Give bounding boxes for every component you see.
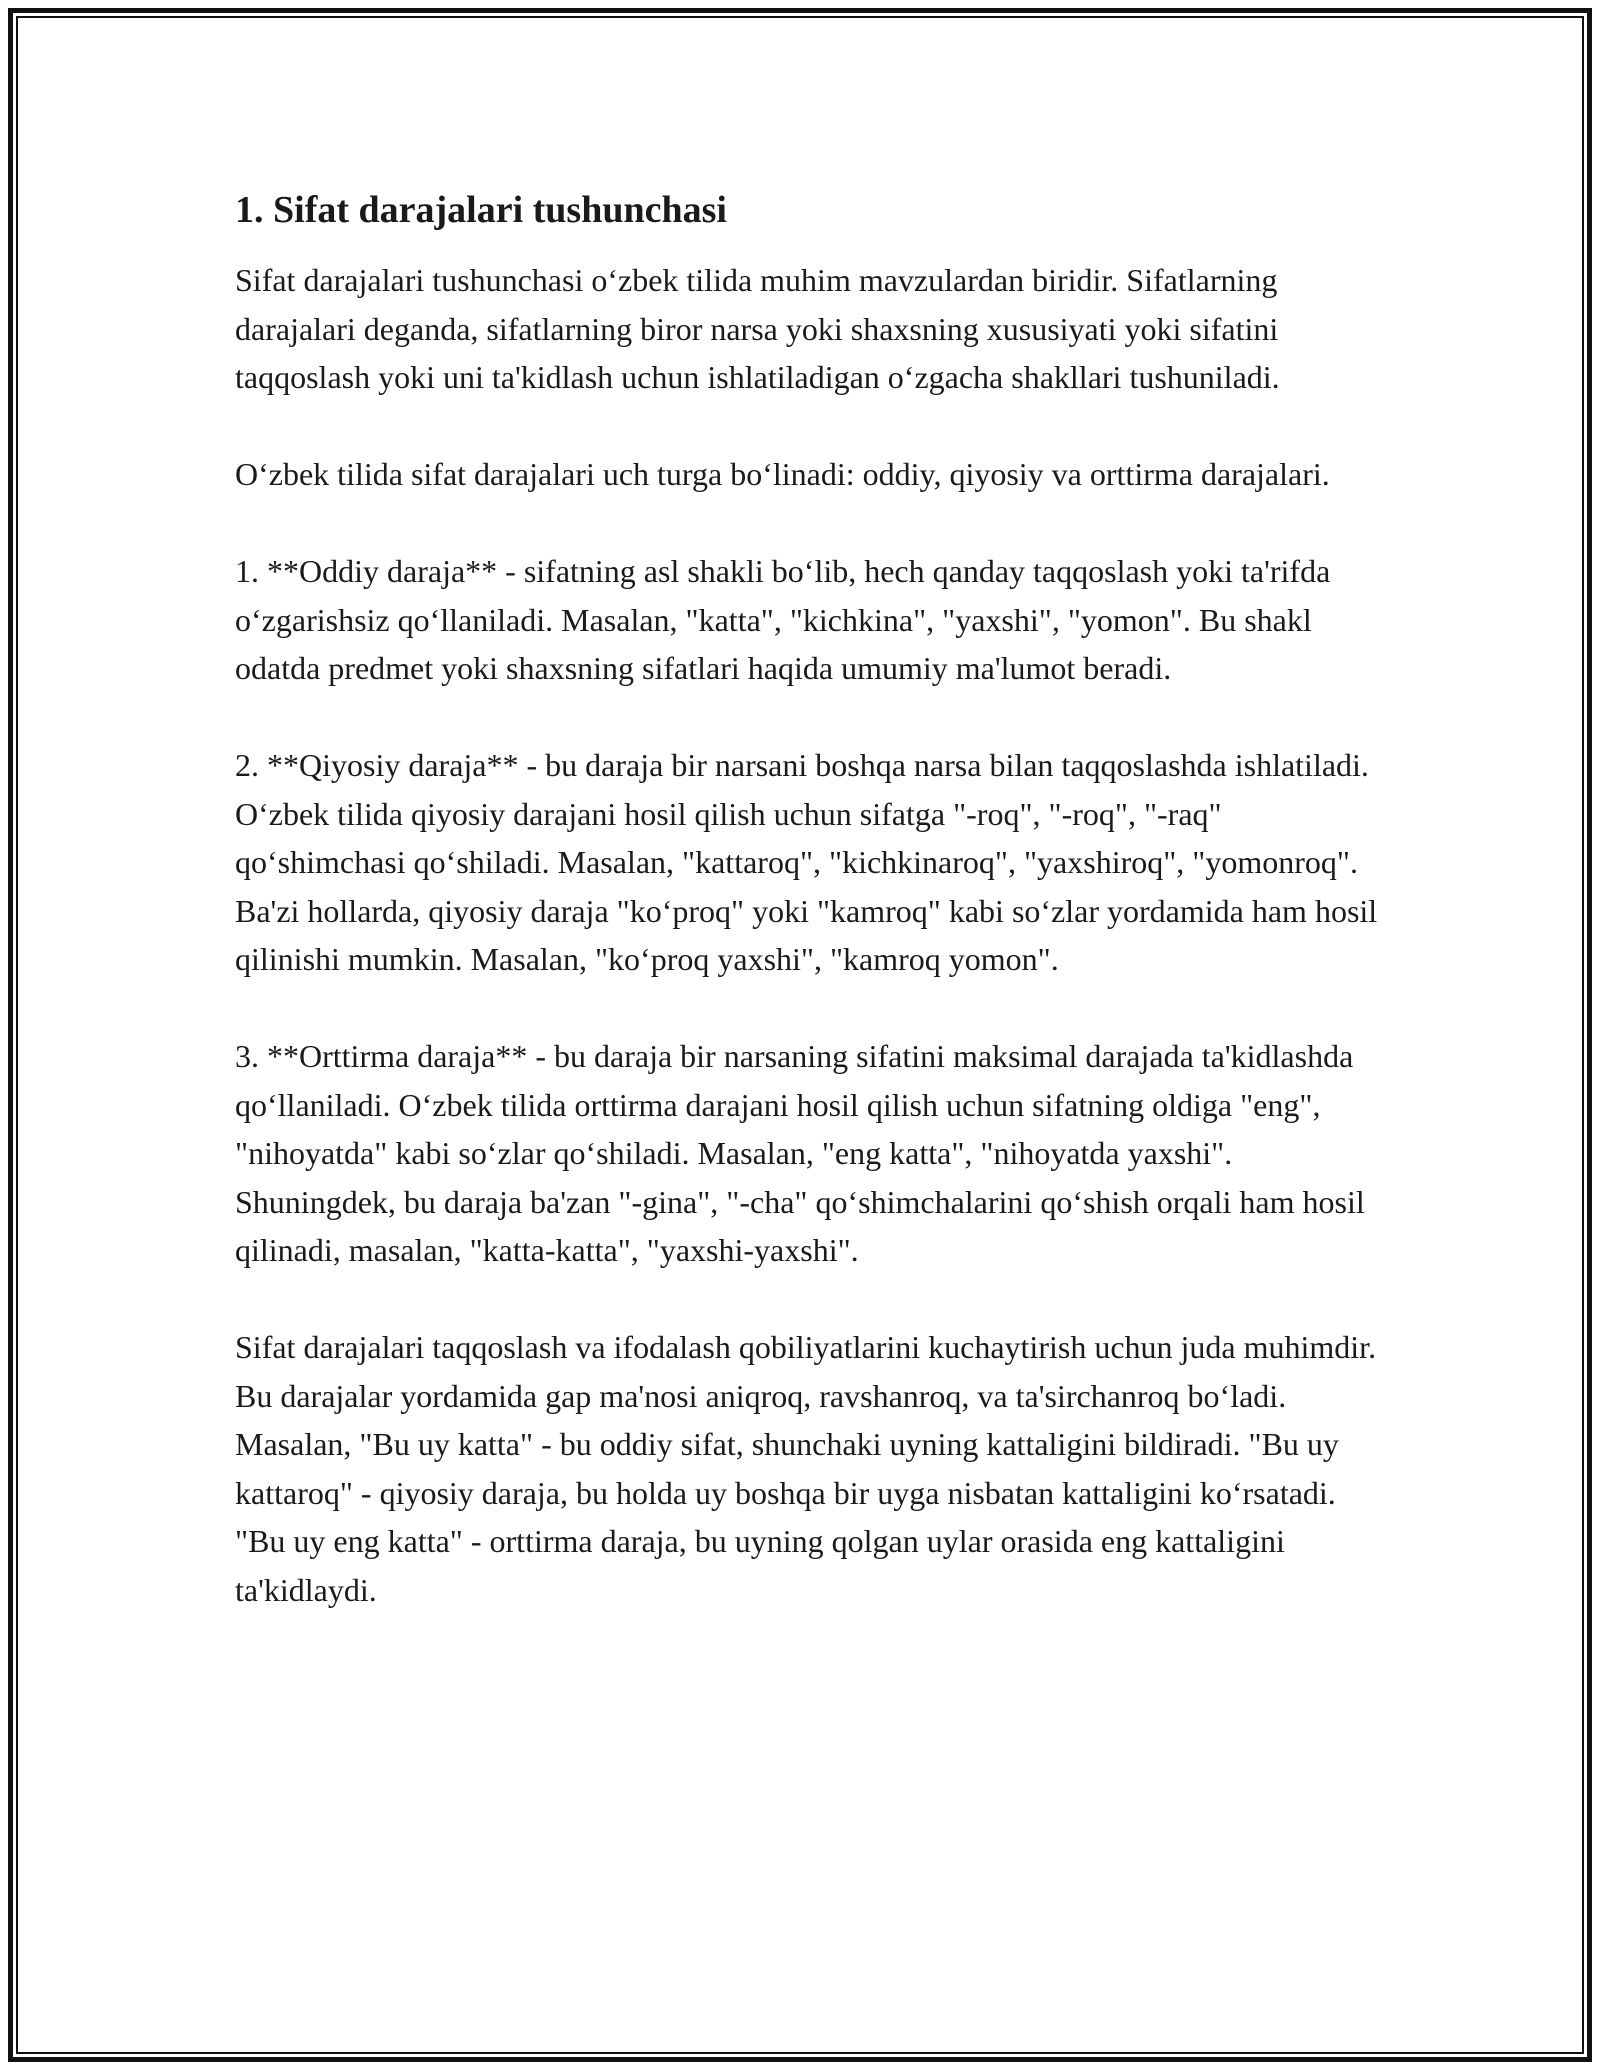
paragraph-oddiy-daraja: 1. **Oddiy daraja** - sifatning asl shakli bo‘lib, hech qanday taqqoslash yoki ta'rifda o‘zgarishsiz qo‘llaniladi. Masalan, "katta", "kichkina", "yaxshi", "yomon". Bu shakl odatda predmet yoki shaxsning sifatlari haqida umumiy ma'lumot beradi. (235, 553, 1331, 686)
paragraph-intro: Sifat darajalari tushunchasi o‘zbek tilida muhim mavzulardan biridir. Sifatlarning darajalari deganda, sifatlarning biror narsa yoki shaxsning xususiyati yoki sifatini taqqoslash yoki uni ta'kidlash uchun ishlatiladigan o‘zgacha shakllari tushuniladi. (235, 262, 1280, 395)
paragraph-conclusion: Sifat darajalari taqqoslash va ifodalash qobiliyatlarini kuchaytirish uchun juda muhimdir. Bu darajalar yordamida gap ma'nosi aniqroq, ravshanroq, va ta'sirchanroq bo‘ladi. Masalan, "Bu uy katta" - bu oddiy sifat, shunchaki uyning kattaligini bildiradi. "Bu uy kattaroq" - qiyosiy daraja, bu holda uy boshqa bir uyga nisbatan kattaligini ko‘rsatadi. "Bu uy eng katta" - orttirma daraja, bu uyning qolgan uylar orasida eng kattaligini ta'kidlaydi. (235, 1329, 1377, 1608)
paragraph-types: O‘zbek tilida sifat darajalari uch turga bo‘linadi: oddiy, qiyosiy va orttirma darajalari. (235, 456, 1330, 492)
document-body (235, 186, 1385, 1614)
section-title: 1. Sifat darajalari tushunchasi (235, 189, 727, 231)
paragraph-qiyosiy-daraja: 2. **Qiyosiy daraja** - bu daraja bir narsani boshqa narsa bilan taqqoslashda ishlatiladi. O‘zbek tilida qiyosiy darajani hosil qilish uchun sifatga "-roq", "-roq", "-raq" qo‘shimchasi qo‘shiladi. Masalan, "kattaroq", "kichkinaroq", "yaxshiroq", "yomonroq". Ba'zi hollarda, qiyosiy daraja "ko‘proq" yoki "kamroq" kabi so‘zlar yordamida ham hosil qilinishi mumkin. Masalan, "ko‘proq yaxshi", "kamroq yomon". (235, 747, 1378, 977)
paragraph-orttirma-daraja: 3. **Orttirma daraja** - bu daraja bir narsaning sifatini maksimal darajada ta'kidlashda qo‘llaniladi. O‘zbek tilida orttirma darajani hosil qilish uchun sifatning oldiga "eng", "nihoyatda" kabi so‘zlar qo‘shiladi. Masalan, "eng katta", "nihoyatda yaxshi". Shuningdek, bu daraja ba'zan "-gina", "-cha" qo‘shimchalarini qo‘shish orqali ham hosil qilinadi, masalan, "katta-katta", "yaxshi-yaxshi". (235, 1038, 1365, 1268)
